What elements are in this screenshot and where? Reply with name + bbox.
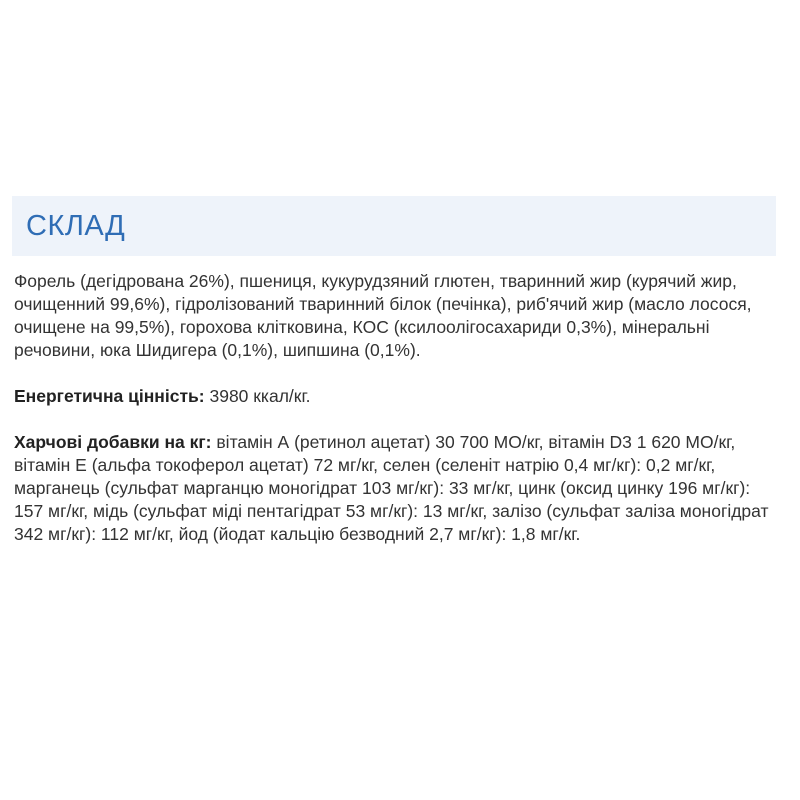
section-title: СКЛАД — [26, 210, 126, 242]
composition-content — [14, 270, 784, 546]
energy-value-paragraph — [14, 385, 784, 408]
section-header — [12, 196, 776, 256]
energy-label: Енергетична цінність: — [14, 386, 205, 406]
composition-text: Форель (дегідрована 26%), пшениця, кукурудзяний глютен, тваринний жир (курячий жир, очищенний 99,6%), гідролізований тваринний білок (печінка), риб'ячий жир (масло лосося, очищене на 99,5%), горохова клітковина, КОС (ксилоолігосахариди 0,3%), мінеральні речовини, юка Шидигера (0,1%), шипшина (0,1%). — [14, 271, 752, 360]
energy-value: 3980 ккал/кг. — [204, 386, 311, 406]
additives-value: вітамін А (ретинол ацетат) 30 700 МО/кг, вітамін D3 1 620 МО/кг, вітамін Е (альфа токоферол ацетат) 72 мг/кг, селен (селеніт натрію 0,4 мг/кг): 0,2 мг/кг, марганець (сульфат марганцю моногідрат 103 мг/кг): 33 мг/кг, цинк (оксид цинку 196 мг/кг): 157 мг/кг, мідь (сульфат міді пентагідрат 53 мг/кг): 13 мг/кг, залізо (сульфат заліза моногідрат 342 мг/кг): 112 мг/кг, йод (йодат кальцію безводний 2,7 мг/кг): 1,8 мг/кг. — [14, 432, 769, 544]
additives-paragraph — [14, 431, 784, 546]
additives-label: Харчові добавки на кг: — [14, 432, 212, 452]
